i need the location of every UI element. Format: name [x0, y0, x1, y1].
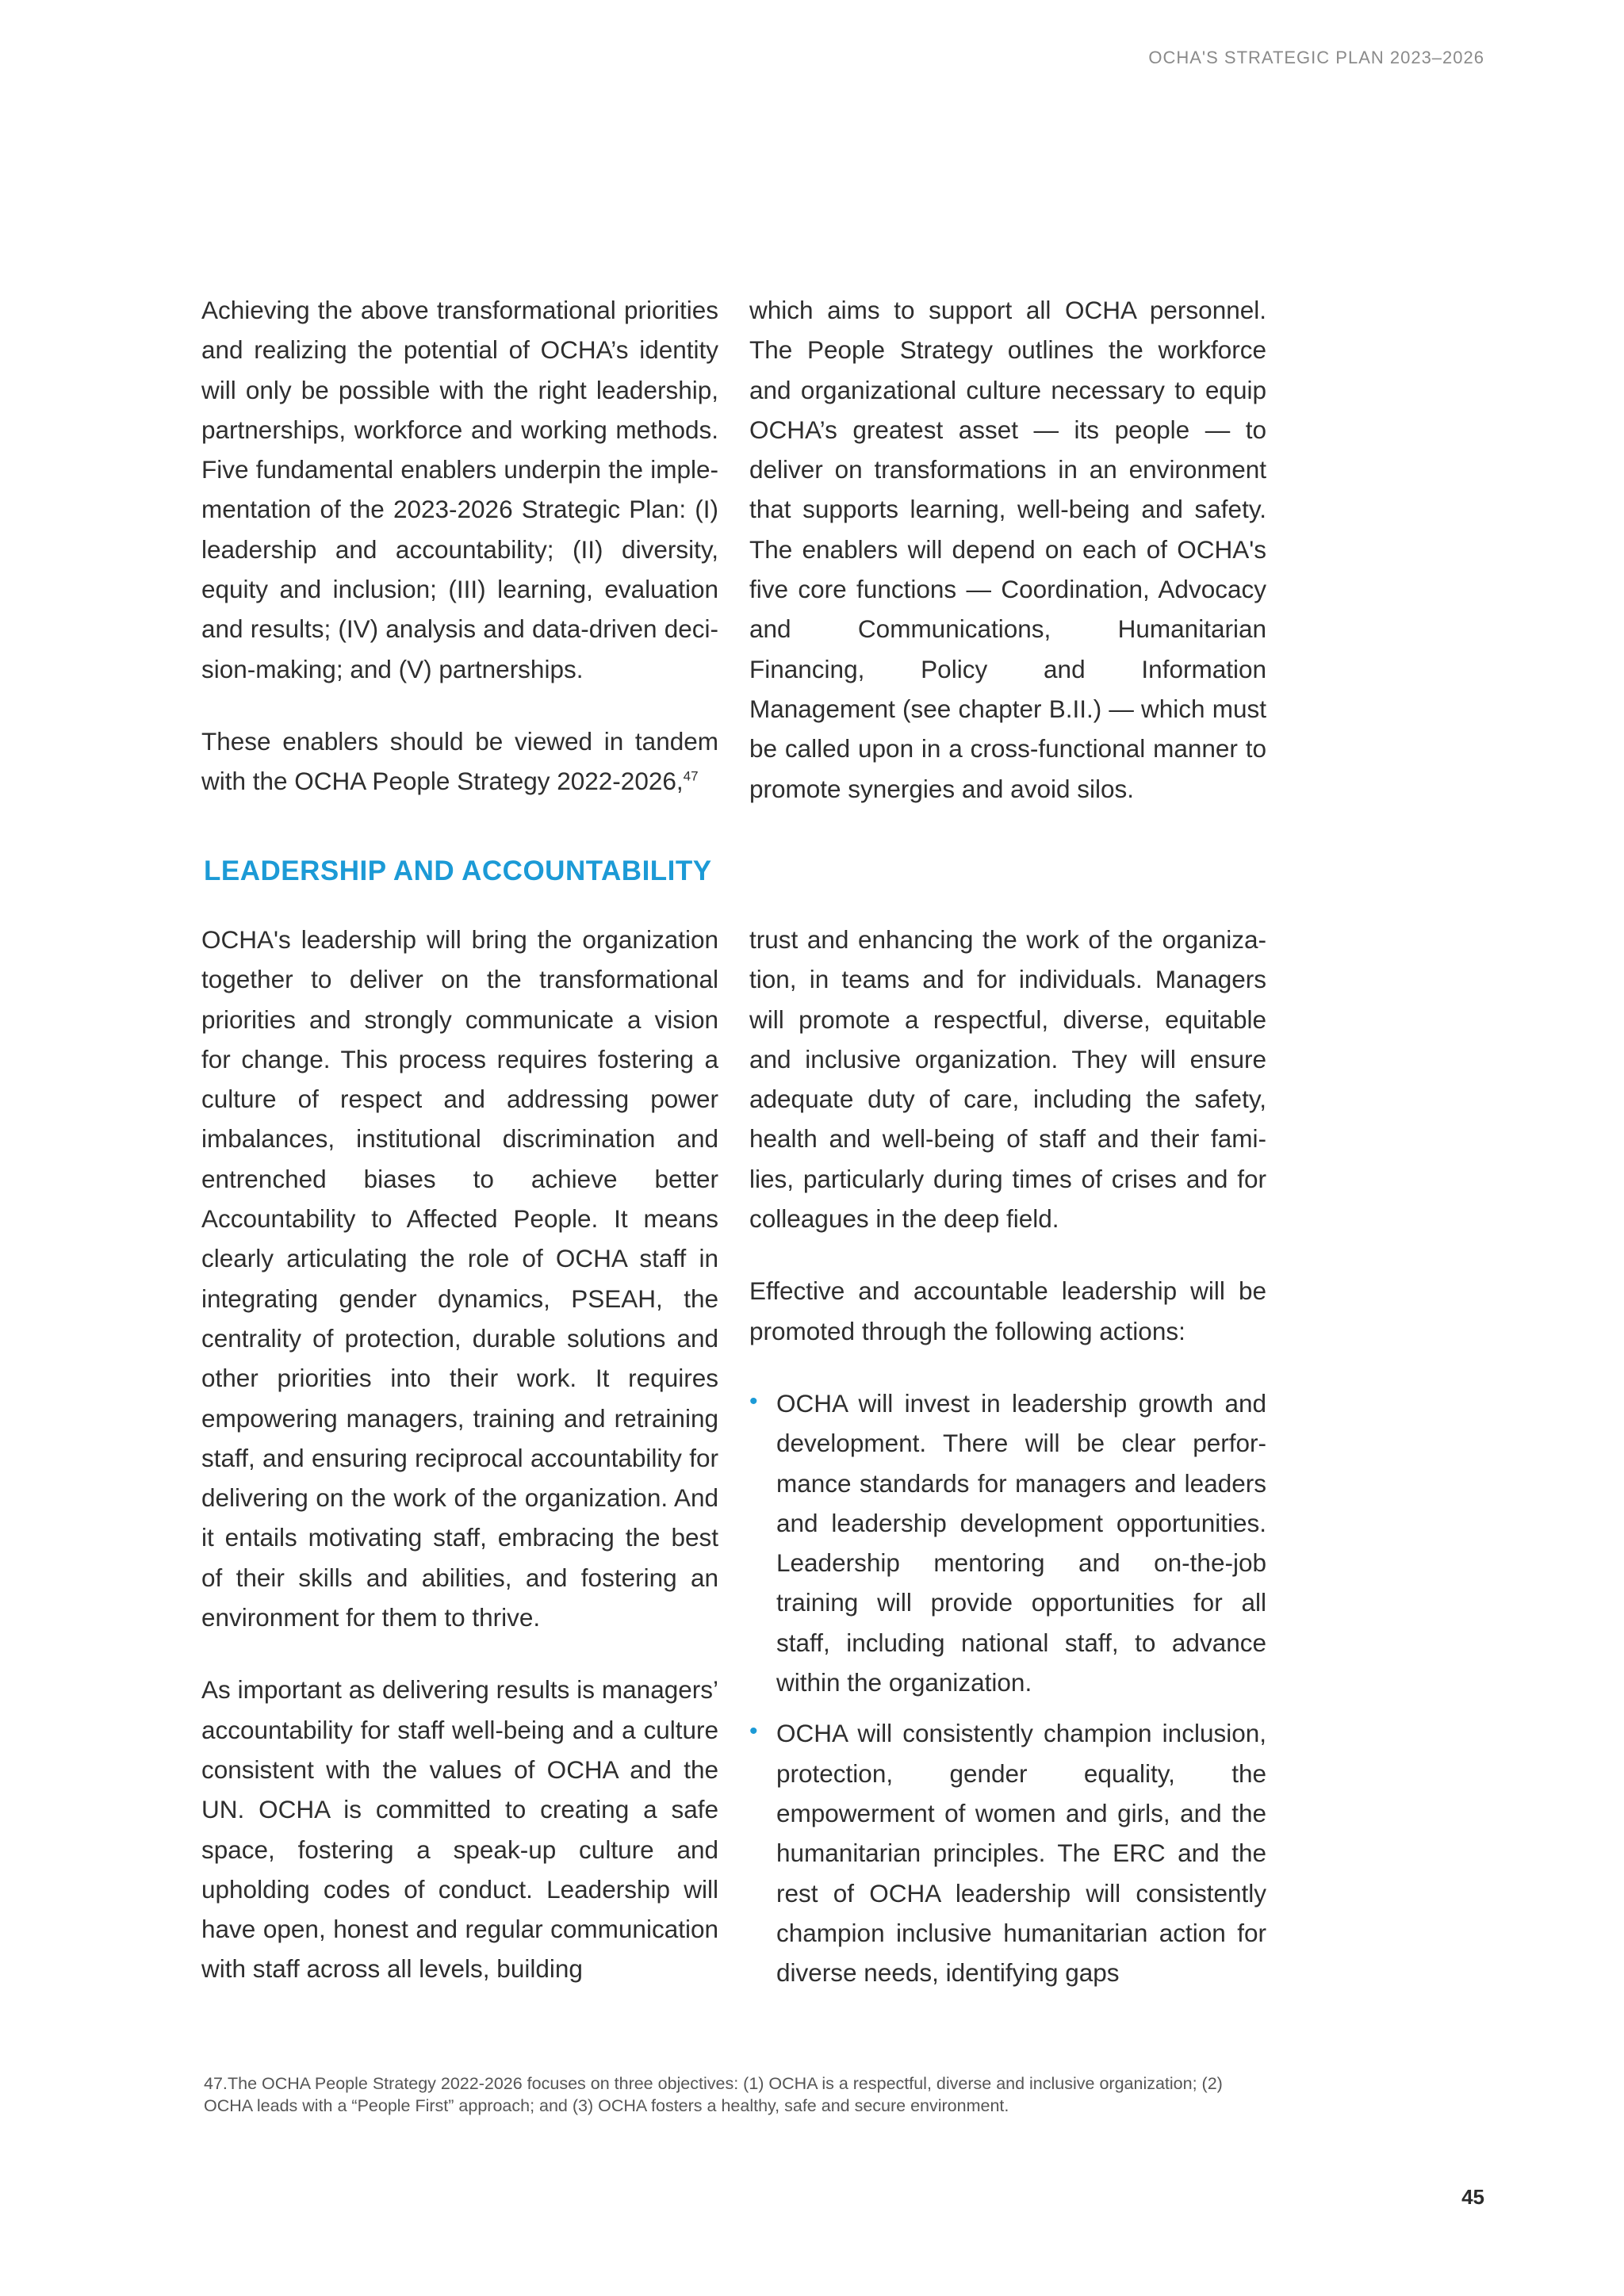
- intro-left-column: [201, 290, 718, 802]
- intro-paragraph-3: which aims to support all OCHA personnel. The People Strategy outlines the workforce and organizational culture necessary to equip OCHA’s greatest asset — its people — to deliver on transformations in an environment that supports learning, well-being and safety. The enablers will depend on each of OCHA's five core functions — Coordination, Advocacy and Communications, Humanitarian Financing, Policy and Information Management (see chapter B.II.) — which must be called upon in a cross-functional manner to promote synergies and avoid silos.: [749, 296, 1266, 803]
- intro-right-column: [749, 290, 1266, 809]
- footnote: [204, 2072, 1258, 2117]
- list-item-text: OCHA will consistently champion inclusion, protection, gender equality, the empowerment of women and girls, and the humanitarian principles. The ERC and the rest of OCHA leadership will consistently champion inclusive humanitarian action for diverse needs, identifying gaps: [776, 1719, 1266, 1988]
- section-heading: LEADERSHIP AND ACCOUNTABILITY: [204, 855, 712, 886]
- leadership-paragraph-1: OCHA's leadership will bring the organization together to deliver on the transformational priorities and strongly communicate a vision for change. This process requires fostering a culture of respect and addressing power imbalances, institutional discrimination and entrenched biases to achieve better Accountability to Affected People. It means clearly articulating the role of OCHA staff in integrating gender dynamics, PSEAH, the centrality of protection, durable solutions and other priorities into their work. It requires empowering managers, training and retraining staff, and ensuring reciprocal accountability for delivering on the work of the organization. And it entails motivating staff, embracing the best of their skills and abilities, and fostering an environment for them to thrive.: [201, 925, 718, 1632]
- page-number: 45: [1461, 2185, 1484, 2209]
- footnote-number: 47.: [204, 2074, 228, 2093]
- footnote-reference[interactable]: 47: [683, 768, 699, 784]
- list-item-text: OCHA will invest in leadership growth and development. There will be clear performance standards for managers and leaders and leadership development opportunities. Leadership mentoring and on-the-job training will provide opportunities for all staff, including national staff, to advance within the organization.: [776, 1388, 1266, 1697]
- leadership-right-column: [749, 920, 1266, 2003]
- running-header: OCHA'S STRATEGIC PLAN 2023–2026: [1148, 48, 1484, 67]
- intro-paragraph-2-text: These enablers should be viewed in tandem with the OCHA People Strategy 2022-2026,: [201, 726, 718, 796]
- list-item: [749, 1713, 1266, 1992]
- leadership-left-column: [201, 920, 718, 1989]
- intro-paragraph-1: Achieving the above transformational priorities and realizing the potential of OCHA’s identity will only be possible with the right leadership, partnerships, workforce and working methods. Five fundamental enablers underpin the implementation of the 2023-2026 Strategic Plan: (I) leadership and accountability; (II) diversity, equity and inclusion; (III) learning, evaluation and results; (IV) analysis and data-driven decision-making; and (V) partnerships.: [201, 296, 718, 683]
- actions-bullet-list: [749, 1383, 1266, 1992]
- leadership-paragraph-4: Effective and accountable leadership will be promoted through the following actions:: [749, 1276, 1266, 1345]
- leadership-paragraph-2: As important as delivering results is managers’ accountability for staff well-being and a culture consistent with the values of OCHA and the UN. OCHA is committed to creating a safe space, fostering a speak-up culture and upholding codes of conduct. Leadership will have open, honest and regular communication with staff across all levels, building: [201, 1675, 718, 1984]
- intro-paragraph-2: [201, 721, 718, 802]
- bullet-icon: •: [749, 1718, 758, 1745]
- bullet-icon: •: [749, 1387, 758, 1414]
- list-item: [749, 1383, 1266, 1702]
- leadership-paragraph-3: trust and enhancing the work of the organization, in teams and for individuals. Managers will promote a respectful, diverse, equitable and inclusive organization. They will ensure adequate duty of care, including the safety, health and well-being of staff and their families, particularly during times of crises and for colleagues in the deep field.: [749, 925, 1266, 1234]
- footnote-text: The OCHA People Strategy 2022-2026 focuses on three objectives: (1) OCHA is a respectful, diverse and inclusive organization; (2) OCHA leads with a “People First” approach; and (3) OCHA fosters a healthy, safe and secure environment.: [204, 2074, 1223, 2115]
